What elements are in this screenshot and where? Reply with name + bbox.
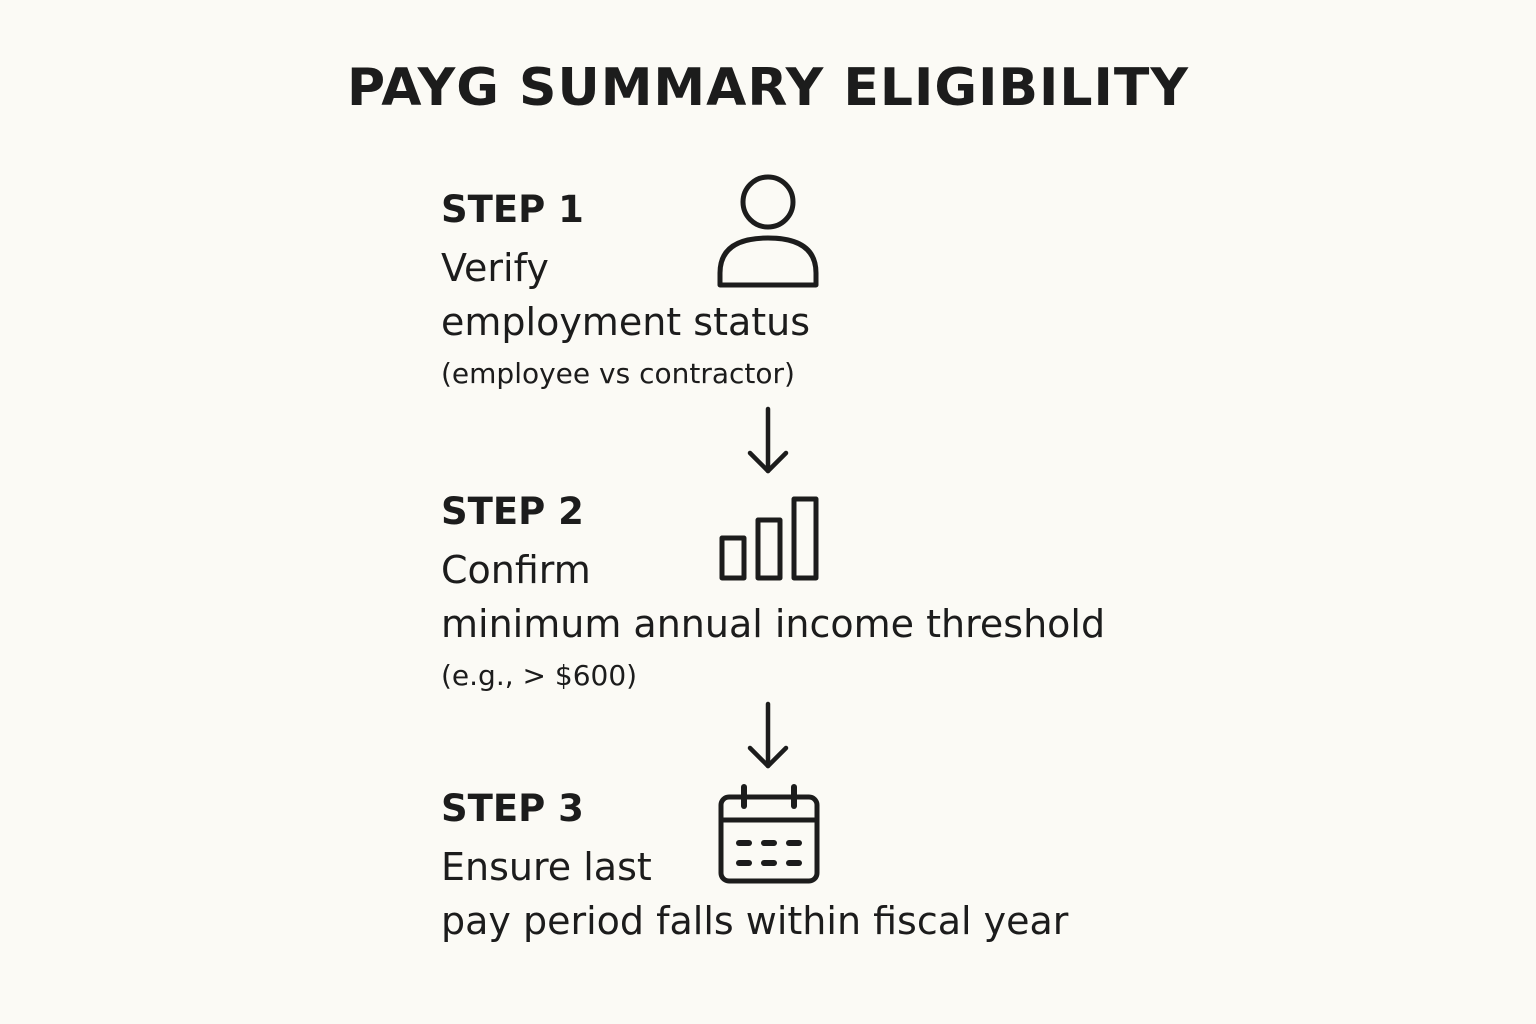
down-arrow-icon bbox=[744, 700, 792, 772]
step-2-verb: Confirm bbox=[441, 548, 591, 592]
page-title: PAYG SUMMARY ELIGIBILITY bbox=[346, 58, 1190, 118]
step-3-label: STEP 3 bbox=[441, 787, 584, 830]
step-2-note: (e.g., > $600) bbox=[441, 659, 638, 692]
step-3-verb: Ensure last bbox=[441, 845, 652, 889]
down-arrow-icon bbox=[744, 405, 792, 477]
step-1-detail: employment status bbox=[441, 300, 811, 344]
calendar-icon bbox=[714, 782, 824, 888]
person-icon bbox=[712, 170, 824, 292]
step-2-label: STEP 2 bbox=[441, 490, 584, 533]
step-1-label: STEP 1 bbox=[441, 188, 584, 231]
step-3-detail: pay period falls within fiscal year bbox=[441, 899, 1069, 943]
step-1-note: (employee vs contractor) bbox=[441, 357, 795, 390]
bar-chart-icon bbox=[716, 494, 822, 584]
step-2-detail: minimum annual income threshold bbox=[441, 602, 1106, 646]
step-1-verb: Verify bbox=[441, 246, 549, 290]
